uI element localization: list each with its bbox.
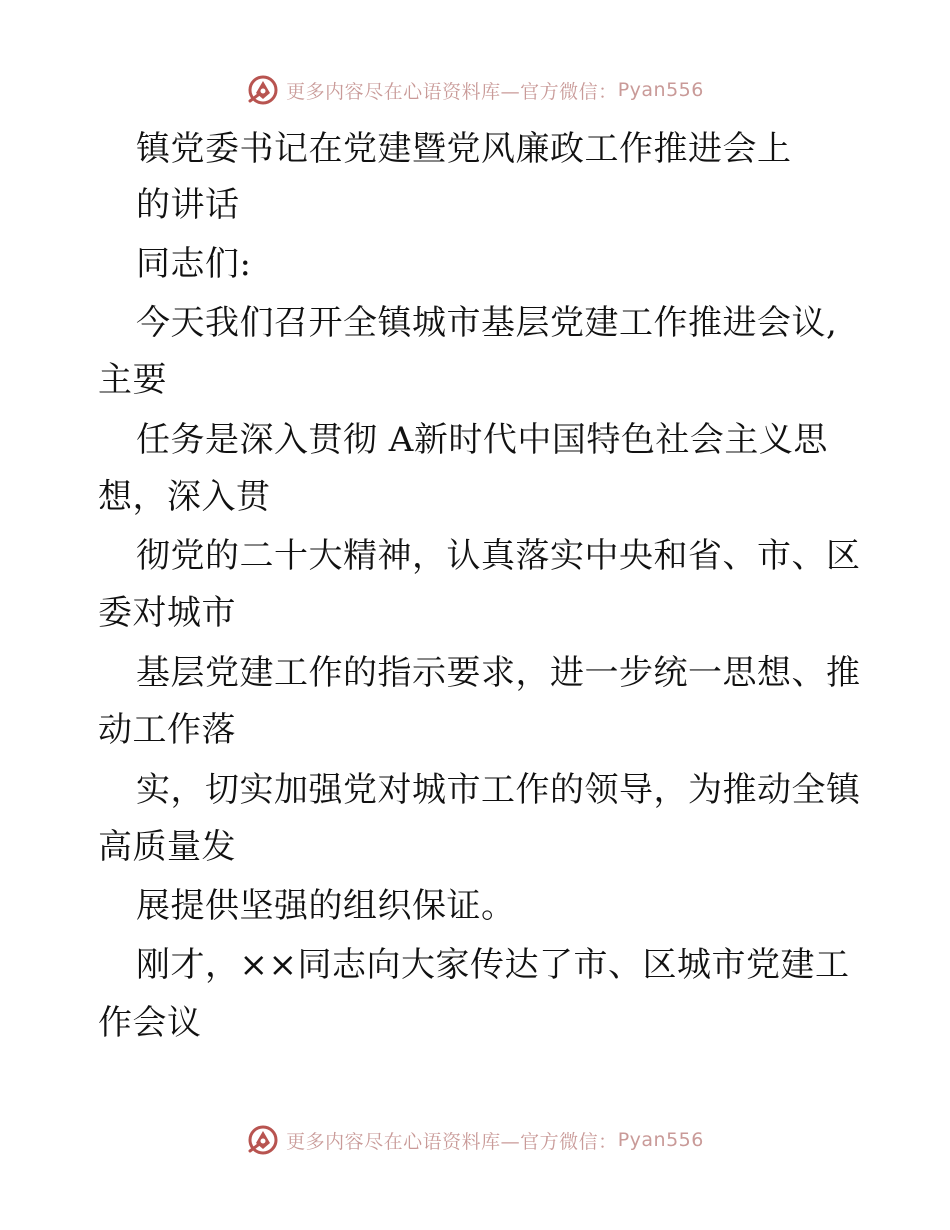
- pen-nib-logo-icon: [246, 1123, 280, 1157]
- watermark-wechat-id: Pyan556: [617, 1129, 704, 1151]
- body-line: 委对城市: [98, 593, 236, 633]
- watermark-brand: 更多内容尽在心语资料库—: [286, 80, 521, 103]
- body-line: 实，切实加强党对城市工作的领导，为推动全镇: [136, 770, 861, 810]
- body-line: 基层党建工作的指示要求，进一步统一思想、推: [136, 653, 861, 693]
- body-line: 想，深入贯: [98, 477, 271, 517]
- body-line: 刚才，××同志向大家传达了市、区城市党建工: [136, 945, 850, 985]
- salutation: 同志们:: [136, 244, 252, 284]
- watermark-brand: 更多内容尽在心语资料库—: [286, 1130, 521, 1153]
- watermark-wechat-id: Pyan556: [617, 79, 704, 101]
- document-title-line-1: 镇党委书记在党建暨党风廉政工作推进会上: [136, 129, 792, 169]
- body-line: 今天我们召开全镇城市基层党建工作推进会议,: [136, 303, 838, 343]
- body-line: 展提供坚强的组织保证。: [136, 886, 516, 926]
- document-title-line-2: 的讲话: [136, 185, 240, 225]
- watermark-wechat-label: 官方微信：: [520, 1130, 618, 1153]
- header-watermark: [0, 70, 950, 110]
- body-line: 主要: [98, 360, 167, 400]
- pen-nib-logo-icon: [246, 73, 280, 107]
- footer-watermark: [0, 1120, 950, 1160]
- body-line: 高质量发: [98, 827, 236, 867]
- body-line: 任务是深入贯彻 A新时代中国特色社会主义思: [136, 420, 828, 460]
- body-line: 动工作落: [98, 710, 236, 750]
- body-line: 作会议: [98, 1003, 202, 1043]
- body-line: 彻党的二十大精神，认真落实中央和省、市、区: [136, 536, 861, 576]
- watermark-wechat-label: 官方微信：: [520, 80, 618, 103]
